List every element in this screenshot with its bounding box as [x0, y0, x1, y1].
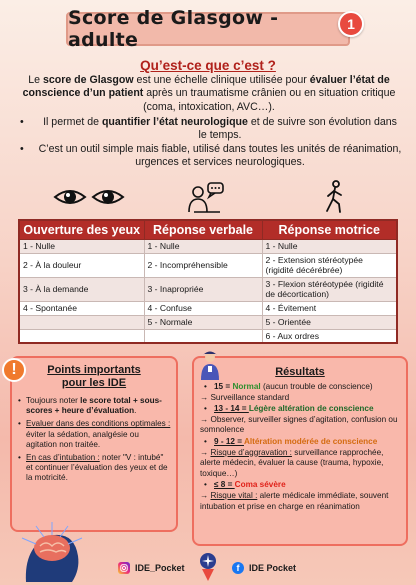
table-cell: 3 - Inapropriée [144, 277, 262, 301]
result-range: 9 - 12 = [214, 436, 244, 446]
speaking-person-icon [186, 180, 226, 214]
bullet-text: et de suivre son évolution dans le temps. [198, 116, 397, 142]
intro-text: est une échelle clinique utilisée pour [133, 74, 310, 86]
panel-title: Résultats [275, 366, 325, 378]
panel-title-line: pour les IDE [61, 377, 127, 389]
intro-paragraph [14, 74, 404, 114]
table-cell: 1 - Nulle [144, 239, 262, 253]
glasgow-score-table [18, 219, 398, 344]
list-item [18, 419, 172, 450]
result-range: 13 - 14 = [214, 404, 249, 414]
important-points-list [18, 396, 172, 487]
intro-bullet [14, 143, 410, 170]
table-cell: 2 - À la douleur [19, 253, 144, 277]
table-header-row [19, 220, 397, 239]
result-item [200, 437, 404, 448]
arrow-text: → [200, 490, 211, 500]
table-row [19, 301, 397, 315]
eyes-icon [52, 180, 126, 214]
item-label: En cas d’intubation : [26, 453, 100, 463]
bullet-text: Il permet de [43, 116, 102, 128]
header-eyes: Ouverture des yeux [19, 220, 144, 239]
table-cell [19, 329, 144, 343]
result-action [200, 491, 404, 512]
panel-title-line: Points importants [47, 364, 141, 376]
section-question: Qu’est-ce que c’est ? [140, 58, 276, 73]
header-verbal: Réponse verbale [144, 220, 262, 239]
item-text: . [134, 406, 137, 416]
table-row [19, 277, 397, 301]
result-action: → Surveillance standard [200, 392, 290, 402]
ide-pocket-logo-icon [196, 552, 220, 582]
list-item [18, 453, 172, 484]
result-label: Normal [232, 382, 261, 391]
risk-label: Risque d’aggravation : [210, 447, 292, 457]
result-action: → Observer, surveiller signes d’agitation, confusion ou somnolence [200, 414, 398, 435]
risk-label: Risque vital : [210, 490, 258, 500]
table-cell: 2 - Extension stéréotypée (rigidité décérébrée) [262, 253, 397, 277]
walking-person-icon [318, 180, 352, 214]
table-row [19, 315, 397, 329]
nurse-icon [198, 350, 222, 380]
table-cell: 6 - Aux ordres [262, 329, 397, 343]
table-cell: 5 - Normale [144, 315, 262, 329]
brain-head-icon [16, 518, 86, 582]
intro-bullets [14, 116, 410, 170]
result-action [200, 448, 404, 480]
warning-icon: ! [2, 358, 26, 382]
intro-text: après un traumatisme crânien ou en situation critique (coma, intoxication, AVC…). [143, 87, 396, 113]
footer-instagram[interactable] [118, 562, 185, 574]
intro-bold: évaluer l’état de conscience d’un patient [22, 74, 390, 100]
table-cell: 2 - Incompréhensible [144, 253, 262, 277]
result-range: ≤ 8 = [214, 480, 235, 490]
result-label: Coma sévère [234, 480, 286, 490]
result-item [200, 382, 404, 393]
table-cell: 1 - Nulle [262, 239, 397, 253]
intro-text: Le [28, 74, 43, 86]
table-cell: 4 - Spontanée [19, 301, 144, 315]
item-bold: le score total + sous-scores + heure d’évaluation [26, 396, 162, 416]
page-number-badge: 1 [338, 11, 364, 37]
result-item [200, 404, 404, 415]
table-cell: 4 - Confuse [144, 301, 262, 315]
panel-title [12, 364, 176, 390]
important-points-panel [10, 356, 178, 532]
table-cell [144, 329, 262, 343]
item-text: Toujours noter [26, 396, 81, 405]
intro-bold: score de Glasgow [42, 74, 134, 86]
results-list [200, 382, 404, 513]
arrow-text: surveillance rapprochée, alerte médecin, évaluer la cause (trauma, hypoxie, toxique…) [200, 447, 384, 478]
table-cell: 4 - Évitement [262, 301, 397, 315]
results-panel [192, 356, 408, 546]
result-label: Légère altération de conscience [248, 404, 374, 414]
footer-facebook[interactable] [232, 562, 296, 574]
table-row [19, 253, 397, 277]
bullet-text: C’est un outil simple mais fiable, utilisé dans toutes les unités de réanimation, urgences et services neurologiques. [38, 142, 402, 169]
table-cell: 1 - Nulle [19, 239, 144, 253]
table-row [19, 329, 397, 343]
table-cell: 3 - À la demande [19, 277, 144, 301]
result-label: Altération modérée de conscience [243, 436, 378, 446]
facebook-icon: f [232, 562, 244, 574]
instagram-handle: IDE_Pocket [135, 563, 185, 573]
table-row [19, 239, 397, 253]
result-range: 15 = [214, 382, 233, 391]
header-motor: Réponse motrice [262, 220, 397, 239]
table-cell: 3 - Flexion stéréotypée (rigidité de décortication) [262, 277, 397, 301]
list-item [18, 396, 172, 416]
item-text: noter "V : intubé" et continuer l’évaluation des yeux et de la motricité. [26, 453, 168, 483]
table-cell: 5 - Orientée [262, 315, 397, 329]
bullet-bold: quantifier l’état neurologique [101, 116, 248, 128]
intro-bullet [14, 116, 410, 143]
table-cell [19, 315, 144, 329]
arrow-text: alerte médicale immédiate, souvent intubation et prise en charge en réanimation [200, 490, 389, 511]
item-text: éviter la sédation, analgésie ou agitation non traitée. [26, 429, 139, 449]
facebook-handle: IDE Pocket [249, 563, 297, 573]
page-title: Score de Glasgow - adulte [66, 12, 350, 46]
result-item [200, 480, 404, 491]
arrow-text: → [200, 447, 211, 457]
item-label: Evaluer dans des conditions optimales : [26, 419, 171, 429]
instagram-icon [118, 562, 130, 574]
result-note: (aucun trouble de conscience) [260, 382, 373, 391]
